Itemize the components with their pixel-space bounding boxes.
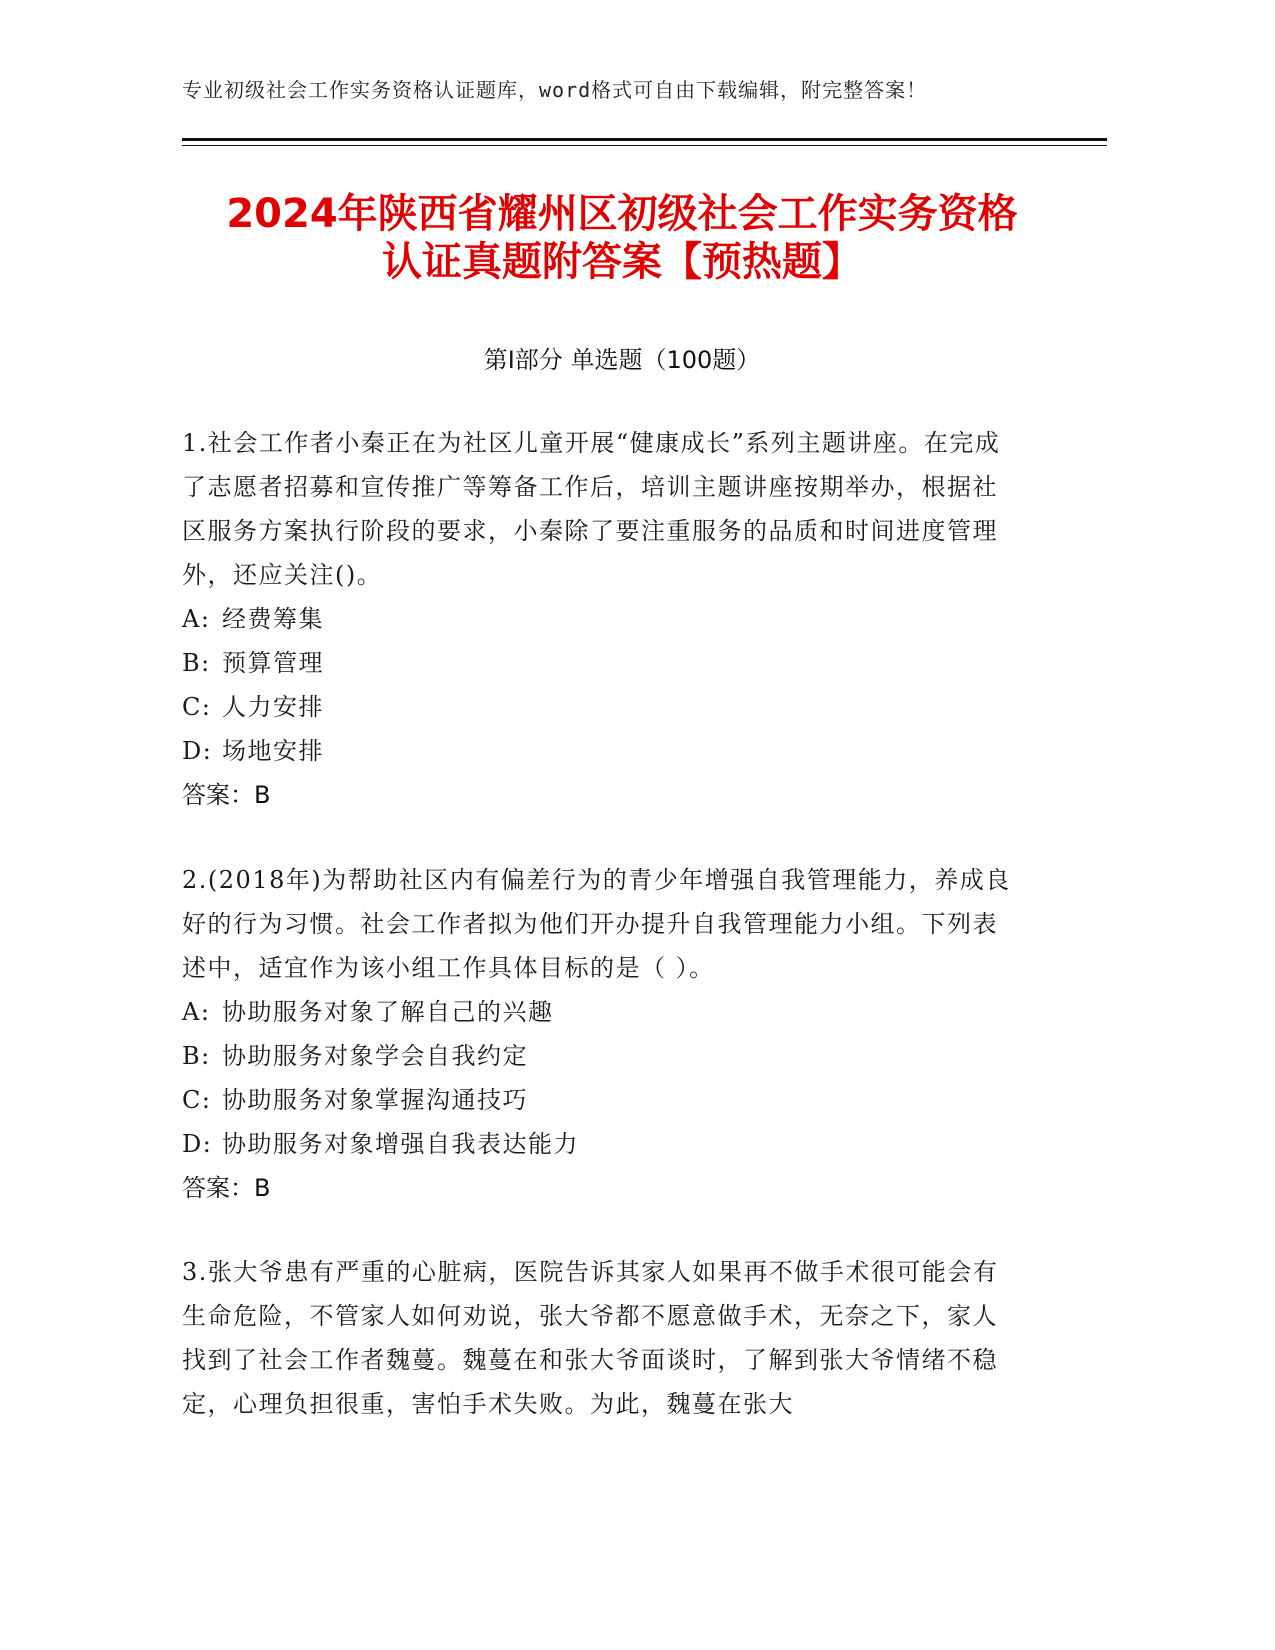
- option-text: 人力安排: [222, 693, 324, 721]
- option-key: A:: [182, 605, 211, 633]
- option-b: [182, 1034, 1022, 1078]
- option-d: [182, 729, 1022, 773]
- question-1: [182, 421, 1022, 817]
- option-key: B:: [182, 649, 211, 677]
- option-text: 场地安排: [222, 737, 324, 765]
- header-rule-thick: [182, 138, 1107, 141]
- document-title: [182, 190, 1062, 286]
- document-title-line1: 2024年陕西省耀州区初级社会工作实务资格: [226, 191, 1018, 237]
- answer: 答案：B: [182, 781, 271, 809]
- option-text: 协助服务对象增强自我表达能力: [222, 1130, 579, 1158]
- option-c: [182, 1078, 1022, 1122]
- option-a: [182, 990, 1022, 1034]
- option-d: [182, 1122, 1022, 1166]
- option-key: D:: [182, 1130, 213, 1158]
- question-stem: 1.社会工作者小秦正在为社区儿童开展“健康成长”系列主题讲座。在完成了志愿者招募和宣传推广等筹备工作后，培训主题讲座按期举办，根据社区服务方案执行阶段的要求，小秦除了要注重服务的品质和时间进度管理外，还应关注()。: [182, 429, 1001, 589]
- header-note: 专业初级社会工作实务资格认证题库，word格式可自由下载编辑，附完整答案！: [182, 78, 928, 102]
- option-text: 协助服务对象了解自己的兴趣: [222, 998, 554, 1026]
- option-a: [182, 597, 1022, 641]
- option-text: 经费筹集: [222, 605, 324, 633]
- option-c: [182, 685, 1022, 729]
- answer: 答案：B: [182, 1174, 271, 1202]
- question-2: [182, 858, 1022, 1210]
- option-key: A:: [182, 998, 211, 1026]
- question-3: [182, 1250, 1022, 1426]
- option-text: 预算管理: [222, 649, 324, 677]
- question-stem: 2.(2018年)为帮助社区内有偏差行为的青少年增强自我管理能力，养成良好的行为习惯。社会工作者拟为他们开办提升自我管理能力小组。下列表述中，适宜作为该小组工作具体目标的是（ ）。: [182, 866, 1011, 982]
- option-key: C:: [182, 693, 212, 721]
- option-text: 协助服务对象学会自我约定: [222, 1042, 528, 1070]
- header-rule-thin: [182, 145, 1107, 146]
- option-key: B:: [182, 1042, 211, 1070]
- option-key: C:: [182, 1086, 212, 1114]
- option-b: [182, 641, 1022, 685]
- section-heading: 第Ⅰ部分 单选题（100题）: [483, 346, 761, 374]
- document-title-line2: 认证真题附答案【预热题】: [382, 239, 862, 285]
- option-key: D:: [182, 737, 213, 765]
- question-stem: 3.张大爷患有严重的心脏病，医院告诉其家人如果再不做手术很可能会有生命危险，不管家人如何劝说，张大爷都不愿意做手术，无奈之下，家人找到了社会工作者魏蔓。魏蔓在和张大爷面谈时，了解到张大爷情绪不稳定，心理负担很重，害怕手术失败。为此，魏蔓在张大: [182, 1258, 999, 1418]
- option-text: 协助服务对象掌握沟通技巧: [222, 1086, 528, 1114]
